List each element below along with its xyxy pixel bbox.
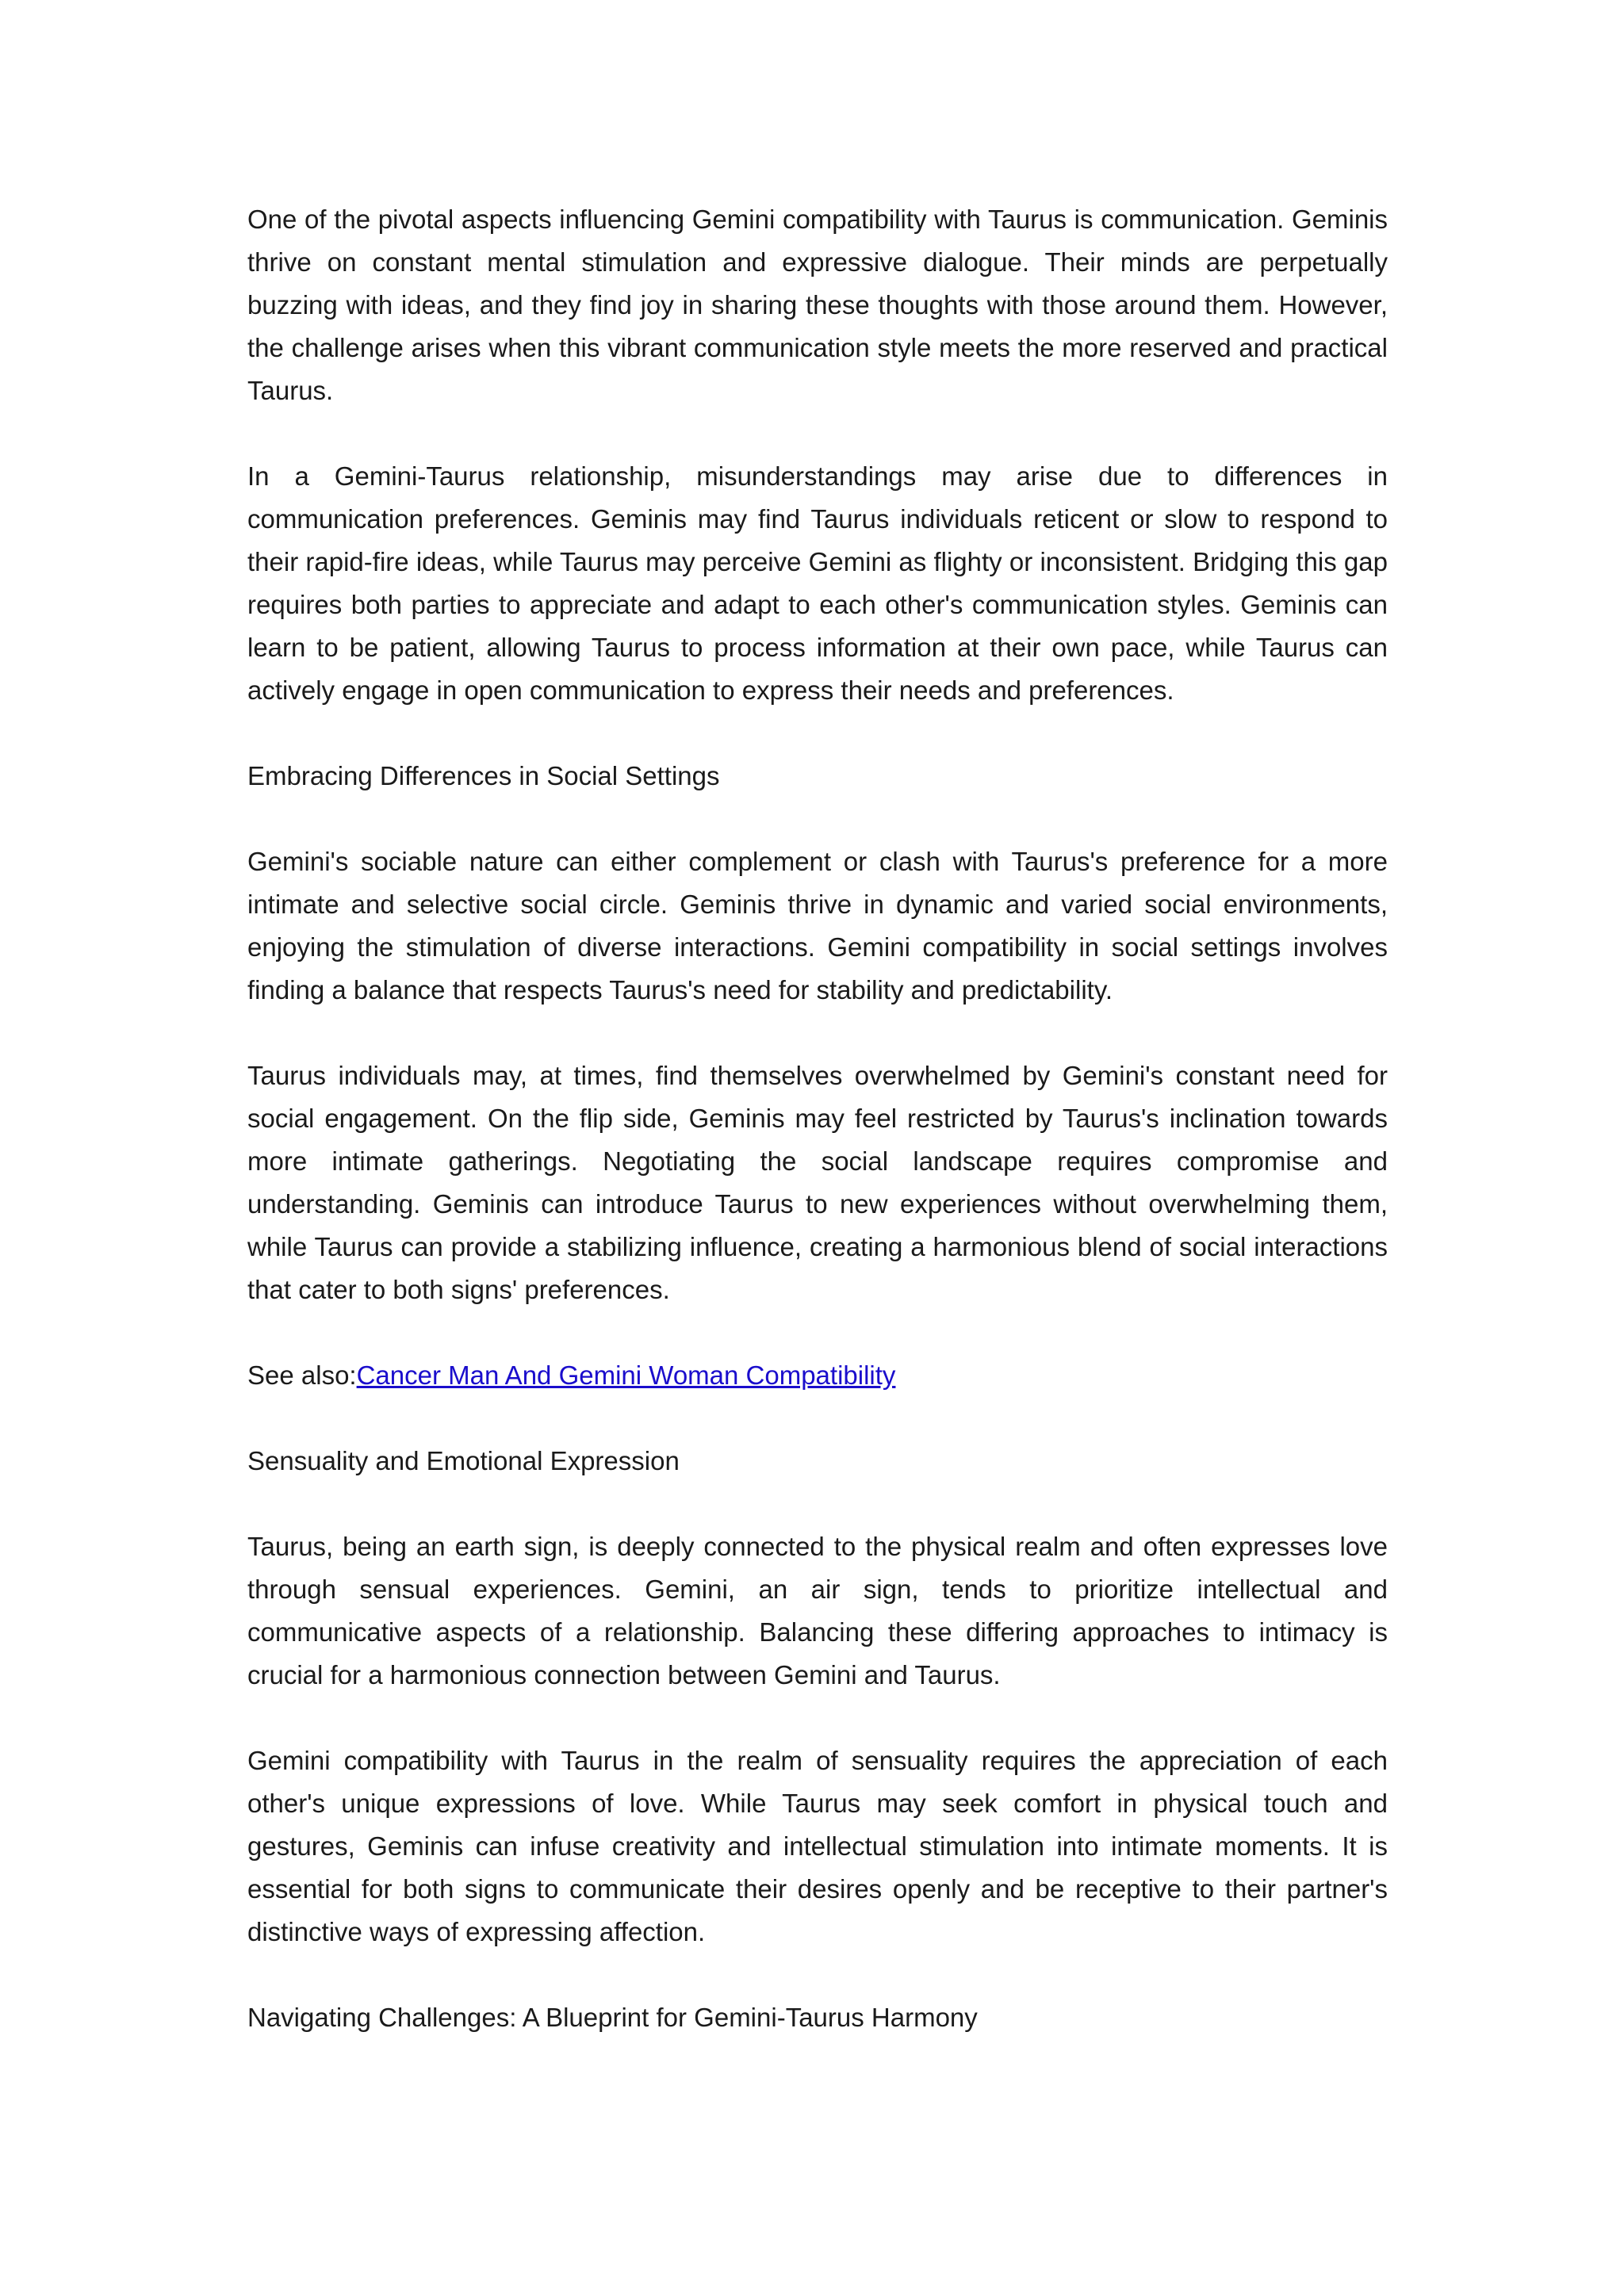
paragraph-earth-sign: Taurus, being an earth sign, is deeply connected to the physical realm and often expresses love through sensual experiences. Gemini, an air sign, tends to prioritize intellectual and communicative aspects of a relationship. Balancing these differing approaches to intimacy is crucial for a harmonious connection between Gemini and Taurus.	[247, 1532, 1388, 1689]
section-heading-social-settings: Embracing Differences in Social Settings	[247, 761, 720, 790]
paragraph-communication: One of the pivotal aspects influencing Gemini compatibility with Taurus is communication. Geminis thrive on constant mental stimulation and expressive dialogue. Their minds are perpetually buzzing with ideas, and they find joy in sharing these thoughts with those around them. However, the challenge arises when this vibrant communication style meets the more reserved and practical Taurus.	[247, 205, 1388, 405]
see-also-link[interactable]: Cancer Man And Gemini Woman Compatibility	[356, 1360, 896, 1390]
paragraph-sociable-nature: Gemini's sociable nature can either complement or clash with Taurus's preference for a more intimate and selective social circle. Geminis thrive in dynamic and varied social environments, enjoying the stimulation of diverse interactions. Gemini compatibility in social settings involves finding a balance that respects Taurus's need for stability and predictability.	[247, 847, 1388, 1004]
paragraph-social-engagement: Taurus individuals may, at times, find themselves overwhelmed by Gemini's constant need for social engagement. On the flip side, Geminis may feel restricted by Taurus's inclination towards more intimate gatherings. Negotiating the social landscape requires compromise and understanding. Geminis can introduce Taurus to new experiences without overwhelming them, while Taurus can provide a stabilizing influence, creating a harmonious blend of social interactions that cater to both signs' preferences.	[247, 1061, 1388, 1304]
section-heading-sensuality: Sensuality and Emotional Expression	[247, 1446, 680, 1475]
see-also-label: See also:	[247, 1360, 357, 1390]
paragraph-misunderstandings: In a Gemini-Taurus relationship, misunderstandings may arise due to differences in communication preferences. Geminis may find Taurus individuals reticent or slow to respond to their rapid-fire ideas, while Taurus may perceive Gemini as flighty or inconsistent. Bridging this gap requires both parties to appreciate and adapt to each other's communication styles. Geminis can learn to be patient, allowing Taurus to process information at their own pace, while Taurus can actively engage in open communication to express their needs and preferences.	[247, 461, 1388, 705]
paragraph-sensuality-appreciation: Gemini compatibility with Taurus in the realm of sensuality requires the appreciation of each other's unique expressions of love. While Taurus may seek comfort in physical touch and gestures, Geminis can infuse creativity and intellectual stimulation into intimate moments. It is essential for both signs to communicate their desires openly and be receptive to their partner's distinctive ways of expressing affection.	[247, 1746, 1388, 1946]
see-also-line	[247, 1354, 1388, 1397]
document-body	[247, 198, 1388, 2082]
section-heading-navigating-challenges: Navigating Challenges: A Blueprint for Gemini-Taurus Harmony	[247, 2003, 978, 2032]
